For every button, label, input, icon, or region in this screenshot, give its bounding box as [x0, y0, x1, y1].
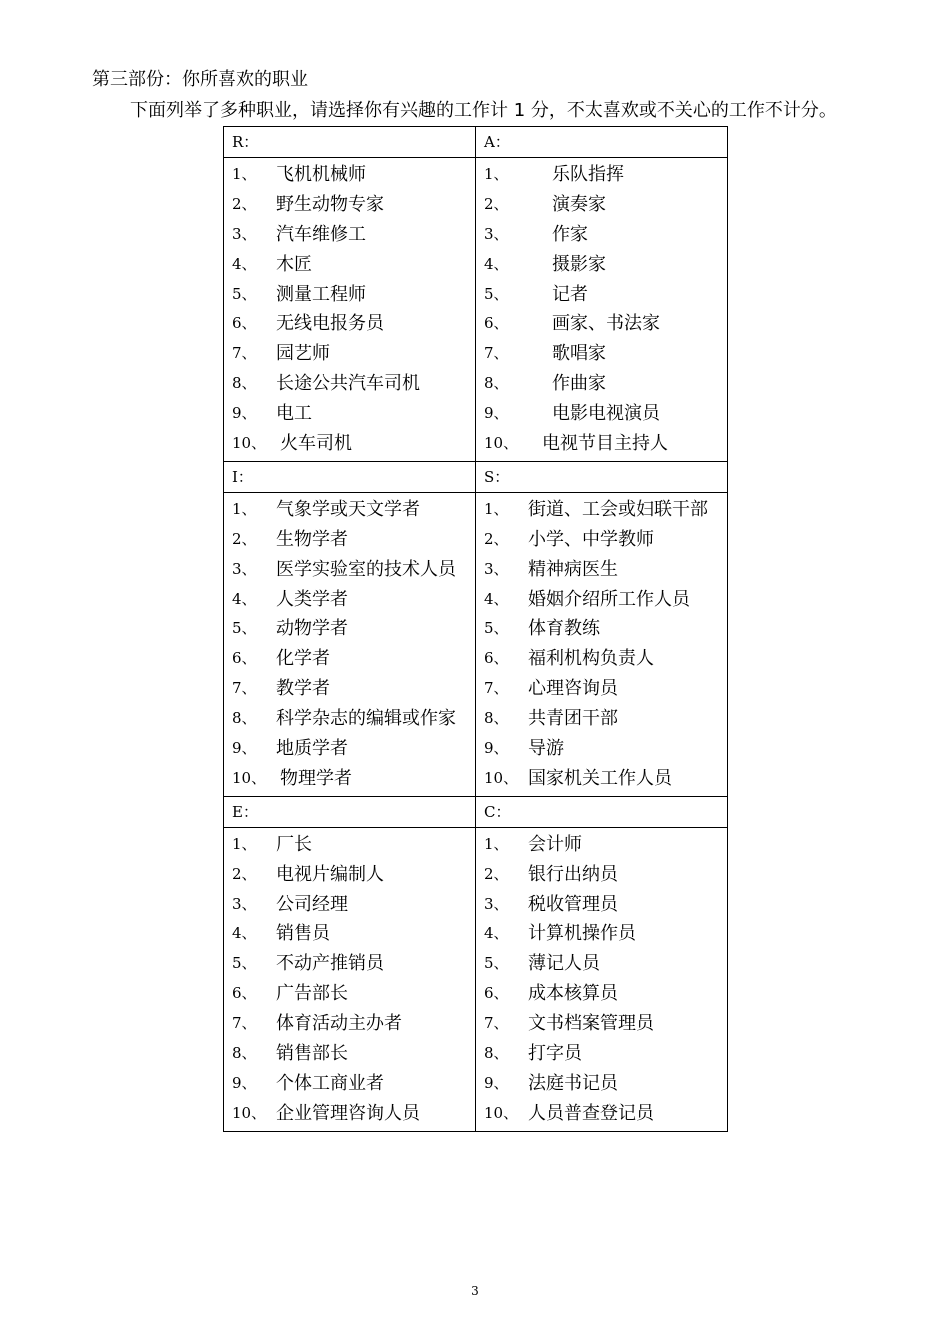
career-item-label: 物理学者	[280, 767, 352, 789]
career-item-label: 会计师	[528, 833, 582, 855]
career-item	[476, 919, 727, 949]
career-item	[224, 1039, 475, 1069]
career-item-label: 厂长	[276, 833, 312, 855]
career-item-number: 4、	[484, 924, 509, 943]
career-item-label: 电工	[276, 403, 312, 425]
career-item	[476, 949, 727, 979]
career-item-label: 共青团干部	[528, 708, 618, 730]
career-item-label: 化学者	[276, 648, 330, 670]
career-item-label: 画家、书法家	[552, 313, 660, 335]
career-item-label: 生物学者	[276, 528, 348, 550]
career-item-number: 1、	[232, 834, 257, 853]
career-item	[476, 399, 727, 429]
group-list-r	[224, 158, 476, 462]
career-item-number: 8、	[484, 1044, 509, 1063]
career-item-number: 6、	[484, 984, 509, 1003]
career-item	[224, 525, 475, 555]
career-item	[476, 495, 727, 525]
career-item-label: 精神病医生	[528, 558, 618, 580]
career-item	[224, 250, 475, 280]
career-item-number: 1、	[232, 499, 257, 518]
group-list-s	[476, 492, 728, 796]
career-item-label: 导游	[528, 738, 564, 760]
career-item-number: 1、	[232, 165, 257, 183]
career-item-number: 7、	[484, 679, 509, 698]
group-label-r: R：	[224, 127, 476, 158]
career-item	[224, 429, 475, 459]
career-item-number: 7、	[484, 344, 509, 363]
career-item-number: 2、	[484, 529, 509, 548]
career-item-label: 成本核算员	[528, 983, 618, 1005]
career-item-number: 10、	[484, 434, 519, 453]
group-list-a	[476, 158, 728, 462]
career-item-number: 7、	[232, 679, 257, 698]
career-item-number: 3、	[232, 894, 257, 913]
career-item-label: 气象学或天文学者	[276, 498, 420, 520]
career-item-number: 3、	[232, 224, 257, 243]
career-item	[476, 979, 727, 1009]
career-item	[476, 250, 727, 280]
career-item-number: 9、	[484, 739, 509, 758]
career-item-label: 飞机机械师	[276, 164, 366, 185]
career-item-number: 4、	[232, 924, 257, 943]
page-number: 3	[471, 1284, 479, 1298]
career-item-label: 教学者	[276, 678, 330, 700]
career-item	[476, 1099, 727, 1129]
career-item-number: 8、	[232, 709, 257, 728]
career-item-number: 3、	[484, 224, 509, 243]
career-item-number: 1、	[484, 834, 509, 853]
career-item-number: 7、	[232, 1014, 257, 1033]
career-item-label: 体育教练	[528, 618, 600, 640]
career-item-number: 10、	[232, 768, 267, 787]
career-item-number: 5、	[232, 954, 257, 973]
career-item-number: 9、	[232, 1073, 257, 1092]
career-item-label: 动物学者	[276, 618, 348, 640]
career-item	[224, 644, 475, 674]
career-item-label: 文书档案管理员	[528, 1013, 654, 1035]
career-item-number: 2、	[232, 864, 257, 883]
career-item	[224, 860, 475, 890]
career-item-number: 5、	[232, 284, 257, 303]
career-item-number: 5、	[484, 619, 509, 638]
career-item-label: 人类学者	[276, 588, 348, 610]
career-item	[476, 555, 727, 585]
career-item-label: 电影电视演员	[552, 403, 660, 425]
career-item-number: 10、	[484, 1103, 519, 1122]
career-item	[224, 979, 475, 1009]
career-item	[224, 704, 475, 734]
career-item	[476, 1039, 727, 1069]
career-item-number: 7、	[484, 1014, 509, 1033]
career-item	[476, 674, 727, 704]
group-label-i: I：	[224, 461, 476, 492]
career-item-label: 税收管理员	[528, 893, 618, 915]
group-list-row	[224, 158, 728, 462]
career-item	[224, 890, 475, 920]
career-item-label: 医学实验室的技术人员	[276, 558, 456, 580]
career-item-label: 薄记人员	[528, 953, 600, 975]
career-item-number: 4、	[232, 589, 257, 608]
career-item-number: 6、	[484, 314, 509, 333]
career-item	[476, 1069, 727, 1099]
career-item-number: 4、	[484, 254, 509, 273]
career-item-number: 2、	[232, 194, 257, 213]
career-item-label: 法庭书记员	[528, 1072, 618, 1094]
career-item	[476, 704, 727, 734]
career-item-label: 电视片编制人	[276, 863, 384, 885]
career-item-number: 10、	[484, 768, 519, 787]
careers-table	[223, 126, 728, 1132]
career-item-number: 6、	[232, 314, 257, 333]
group-list-c	[476, 827, 728, 1131]
career-item-label: 地质学者	[276, 738, 348, 760]
career-item-number: 10、	[232, 1103, 267, 1122]
career-item-label: 心理咨询员	[528, 678, 618, 700]
career-item-number: 8、	[232, 1044, 257, 1063]
career-item-label: 个体工商业者	[276, 1072, 384, 1094]
career-item-label: 公司经理	[276, 893, 348, 915]
career-item-label: 记者	[552, 283, 588, 305]
career-item-number: 9、	[232, 404, 257, 423]
career-item	[476, 890, 727, 920]
career-item	[476, 339, 727, 369]
career-item-number: 8、	[484, 709, 509, 728]
career-item-label: 摄影家	[552, 253, 606, 275]
group-label-c: C：	[476, 796, 728, 827]
career-item-label: 人员普查登记员	[528, 1102, 654, 1124]
career-item-label: 园艺师	[276, 343, 330, 365]
career-item-label: 福利机构负责人	[528, 648, 654, 670]
career-item	[224, 1069, 475, 1099]
career-item	[224, 160, 475, 190]
career-item	[224, 220, 475, 250]
career-item-label: 银行出纳员	[528, 863, 618, 885]
career-item-label: 企业管理咨询人员	[276, 1102, 420, 1124]
career-item	[476, 734, 727, 764]
career-item	[476, 160, 727, 190]
career-item-label: 作曲家	[552, 373, 606, 395]
career-item-number: 4、	[484, 589, 509, 608]
career-item	[224, 1099, 475, 1129]
career-item-label: 火车司机	[280, 433, 352, 455]
group-header-row	[224, 461, 728, 492]
career-item-number: 2、	[232, 529, 257, 548]
career-item	[476, 525, 727, 555]
group-header-row	[224, 796, 728, 827]
career-item-label: 国家机关工作人员	[528, 767, 672, 789]
section-title: 第三部份：你所喜欢的职业	[92, 69, 308, 90]
career-item-label: 婚姻介绍所工作人员	[528, 588, 690, 610]
career-item	[224, 190, 475, 220]
career-item	[476, 429, 727, 459]
career-item-label: 街道、工会或妇联干部	[528, 498, 708, 520]
career-item	[476, 585, 727, 615]
career-item	[224, 339, 475, 369]
career-item-label: 计算机操作员	[528, 923, 636, 945]
career-item-label: 作家	[552, 223, 588, 245]
career-item-number: 3、	[484, 894, 509, 913]
career-item	[476, 830, 727, 860]
career-item	[224, 369, 475, 399]
career-item-label: 打字员	[528, 1043, 582, 1065]
career-item	[476, 614, 727, 644]
career-item-number: 5、	[484, 954, 509, 973]
career-item	[476, 309, 727, 339]
career-item	[224, 764, 475, 794]
career-item	[476, 1009, 727, 1039]
group-label-s: S：	[476, 461, 728, 492]
career-item	[224, 1009, 475, 1039]
instructions: 下面列举了多种职业，请选择你有兴趣的工作计 1 分，不太喜欢或不关心的工作不计分。	[130, 100, 837, 121]
group-list-row	[224, 827, 728, 1131]
career-item-label: 销售员	[276, 923, 330, 945]
group-list-row	[224, 492, 728, 796]
career-item-number: 8、	[232, 374, 257, 393]
career-item-label: 不动产推销员	[276, 953, 384, 975]
career-item-number: 6、	[232, 984, 257, 1003]
career-item-label: 长途公共汽车司机	[276, 373, 420, 395]
career-item-number: 7、	[232, 344, 257, 363]
career-item-number: 2、	[484, 864, 509, 883]
career-item-label: 汽车维修工	[276, 223, 366, 245]
career-item-label: 销售部长	[276, 1043, 348, 1065]
career-item	[224, 830, 475, 860]
career-item	[476, 190, 727, 220]
group-list-i	[224, 492, 476, 796]
career-item-label: 科学杂志的编辑或作家	[276, 708, 456, 730]
career-item	[224, 280, 475, 310]
career-item-label: 小学、中学教师	[528, 528, 654, 550]
career-item	[476, 860, 727, 890]
career-item-number: 4、	[232, 254, 257, 273]
career-item	[224, 949, 475, 979]
career-item	[224, 399, 475, 429]
career-item-label: 广告部长	[276, 983, 348, 1005]
career-item-label: 无线电报务员	[276, 313, 384, 335]
career-item-number: 9、	[232, 739, 257, 758]
career-item-label: 歌唱家	[552, 343, 606, 365]
career-item	[476, 644, 727, 674]
career-item	[224, 555, 475, 585]
career-item	[476, 764, 727, 794]
career-item	[224, 309, 475, 339]
career-item	[476, 220, 727, 250]
career-item-number: 2、	[484, 194, 509, 213]
career-item	[476, 369, 727, 399]
career-item	[224, 495, 475, 525]
career-item	[224, 674, 475, 704]
career-item-label: 体育活动主办者	[276, 1013, 402, 1035]
career-item	[224, 919, 475, 949]
career-item-label: 电视节目主持人	[542, 433, 668, 455]
career-item-number: 8、	[484, 374, 509, 393]
group-label-e: E：	[224, 796, 476, 827]
career-item-number: 5、	[232, 619, 257, 638]
career-item-number: 3、	[484, 559, 509, 578]
career-item-label: 测量工程师	[276, 283, 366, 305]
career-item-number: 1、	[484, 499, 509, 518]
career-item-number: 9、	[484, 1073, 509, 1092]
career-item	[224, 734, 475, 764]
career-item	[476, 280, 727, 310]
career-item-number: 9、	[484, 404, 509, 423]
career-item-label: 乐队指挥	[552, 164, 624, 185]
career-item	[224, 585, 475, 615]
group-header-row	[224, 127, 728, 158]
career-item-number: 5、	[484, 284, 509, 303]
group-list-e	[224, 827, 476, 1131]
career-item-number: 6、	[232, 649, 257, 668]
career-item-number: 3、	[232, 559, 257, 578]
group-label-a: A：	[476, 127, 728, 158]
career-item-label: 野生动物专家	[276, 193, 384, 215]
career-item-label: 演奏家	[552, 193, 606, 215]
career-item	[224, 614, 475, 644]
career-item-number: 6、	[484, 649, 509, 668]
career-item-label: 木匠	[276, 253, 312, 275]
career-item-number: 1、	[484, 165, 509, 183]
career-item-number: 10、	[232, 434, 267, 453]
